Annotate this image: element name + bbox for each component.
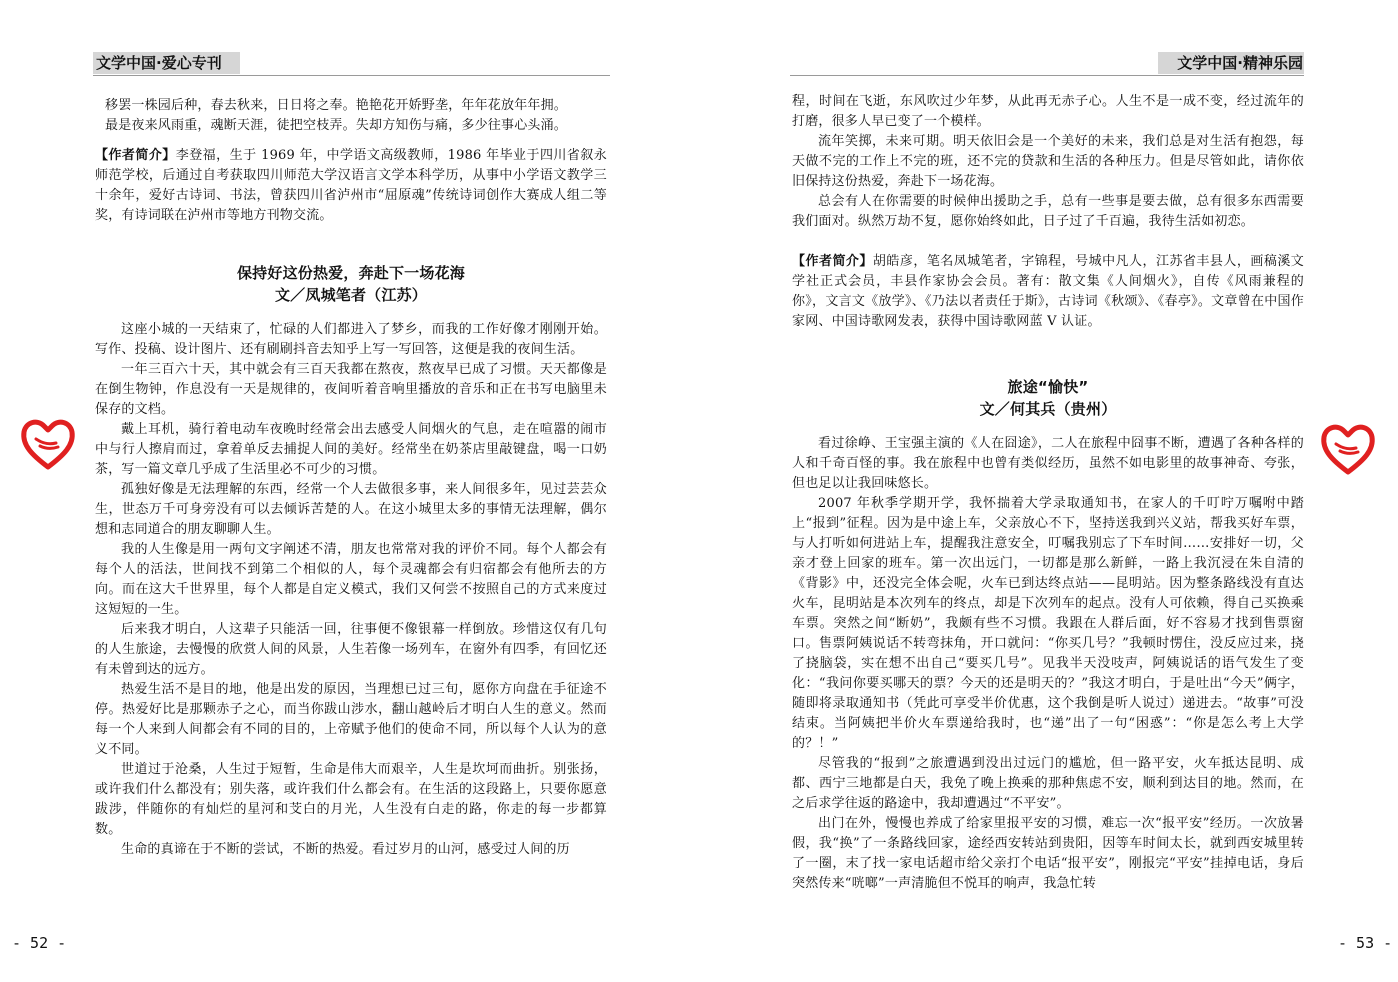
right-text-column <box>792 92 1304 894</box>
paragraph: 孤独好像是无法理解的东西，经常一个人去做很多事，来人间很多年，见过芸芸众生，世态万千可身旁没有可以去倾诉苦楚的人。在这小城里太多的事情无法理解，偶尔想和志同道合的朋友聊聊人生。 <box>95 482 607 537</box>
author-bio-label: 【作者简介】 <box>95 148 176 163</box>
paragraph: 出门在外，慢慢也养成了给家里报平安的习惯，难忘一次“报平安”经历。一次放暑假，我“换”了一条路线回家，途经西安转站到贵阳，因等车时间太长，就到西安城里转了一圈，末了找一家电话超市给父亲打个电话“报平安”，刚报完“平安”挂掉电话，身后突然传来“咣啷”一声清脆但不悦耳的响声，我急忙转 <box>792 816 1304 891</box>
paragraph: 戴上耳机，骑行着电动车夜晚时经常会出去感受人间烟火的气息，走在喧嚣的闹市中与行人擦肩而过，拿着单反去捕捉人间的美好。经常坐在奶茶店里敲键盘，喝一口奶茶，写一篇文章几乎成了生活里必不可少的习惯。 <box>95 422 607 477</box>
right-header-title: 文学中国·精神乐园 <box>1177 54 1303 72</box>
author-bio-label: 【作者简介】 <box>792 254 873 269</box>
author-bio-text: 李登福，生于 1969 年，中学语文高级教师，1986 年毕业于四川省叙永师范学校，后通过自考获取四川师范大学汉语言文学本科学历，从事中小学语文教学三十余年，爱好古诗词、书法，曾获四川省泸州市“屈原魂”传统诗词创作大赛成人组二等奖，有诗词联在泸州市等地方刊物交流。 <box>95 148 608 223</box>
paragraph: 世道过于沧桑，人生过于短暂，生命是伟大而艰辛，人生是坎坷而曲折。别张扬，或许我们什么都没有；别失落，或许我们什么都会有。在生活的这段路上，只要你愿意跋涉，伴随你的有灿烂的星河和芠白的月光，人生没有白走的路，你走的每一步都算数。 <box>95 762 607 837</box>
paragraph: 尽管我的“报到”之旅遭遇到没出过远门的尴尬，但一路平安，火车抵达昆明、成都、西宁三地都是白天，我免了晚上换乘的那种焦虑不安，顺利到达目的地。然而，在之后求学往返的路途中，我却遭遇过“不平安”。 <box>792 756 1304 811</box>
left-text-column <box>95 96 607 860</box>
right-header-rule <box>790 75 1304 76</box>
page-number: - 52 - <box>12 934 67 952</box>
author-bio <box>792 252 1304 332</box>
paragraph: 2007 年秋季学期开学，我怀揣着大学录取通知书，在家人的千叮咛万嘱咐中踏上“报到”征程。因为是中途上车，父亲放心不下，坚持送我到兴义站，帮我买好车票，与人打听如何进站上车，提醒我注意安全，叮嘱我别忘了下车时间……安排好一切，父亲才登上回家的班车。第一次出远门，一切都是那么新鲜，一路上我沉浸在朱自清的《背影》中，还没完全体会呢，火车已到达终点站——昆明站。因为整条路线没有直达火车，昆明站是本次列车的终点，却是下次列车的起点。没有人可依赖，得自己买换乘车票。突然之间“断奶”，我颇有些不习惯。我跟在人群后面，好不容易才找到售票窗口。售票阿姨说话不转弯抹角，开口就问：“你买几号？”我顿时愣住，没反应过来，挠了挠脑袋，实在想不出自己“要买几号”。见我半天没吱声，阿姨说话的语气发生了变化：“我问你要买哪天的票？今天的还是明天的？”我这才明白，于是吐出“今天”俩字，随即将录取通知书（凭此可享受半价优惠，这个我倒是听人说过）递进去。“故事”可没结束。当阿姨把半价火车票递给我时，也“递”出了一句“困惑”：“你是怎么考上大学的？！” <box>792 496 1304 751</box>
article-title: 旅途“愉快” <box>1007 378 1089 396</box>
paragraph: 一年三百六十天，其中就会有三百天我都在熬夜，熬夜早已成了习惯。天天都像是在倒生物钟，作息没有一天是规律的，夜间听着音响里播放的音乐和正在书写电脑里未保存的文档。 <box>95 362 607 417</box>
paragraph: 程，时间在飞逝，东风吹过少年梦，从此再无赤子心。人生不是一成不变，经过流年的打磨，很多人早已变了一个模样。 <box>792 94 1304 129</box>
paragraph: 热爱生活不是目的地，他是出发的原因，当理想已过三旬，愿你方向盘在手征途不停。热爱好比是那颗赤子之心，而当你跋山涉水，翻山越岭后才明白人生的意义。然而每一个人来到人间都会有不同的目的，上帝赋予他们的使命不同，所以每个人认为的意义不同。 <box>95 682 607 757</box>
author-bio-text: 胡皓彦，笔名凤城笔者，字锦程，号城中凡人，江苏省丰县人，画稿溪文学社正式会员，丰县作家协会会员。著有：散文集《人间烟火》，自传《风雨兼程的你》，文言文《放学》、《乃法以者责任于斯》，古诗词《秋颂》、《春亭》。文章曾在中国作家网、中国诗歌网发表，获得中国诗歌网蓝 V 认证。 <box>792 254 1304 329</box>
paragraph: 看过徐峥、王宝强主演的《人在囧途》，二人在旅程中囧事不断，遭遇了各种各样的人和千奇百怪的事。我在旅程中也曾有类似经历，虽然不如电影里的故事神奇、夸张，但也足以让我回味悠长。 <box>792 436 1304 491</box>
paragraph: 总会有人在你需要的时候伸出援助之手，总有一些事是要去做，总有很多东西需要我们面对。纵然万劫不复，愿你始终如此，日子过了千百遍，我待生活如初恋。 <box>792 194 1304 229</box>
page-number: - 53 - <box>1338 934 1393 952</box>
paragraph: 后来我才明白，人这辈子只能活一回，往事便不像银幕一样倒放。珍惜这仅有几句的人生旅途，去慢慢的欣赏人间的风景，人生若像一场列车，在窗外有四季，有回忆还有未曾到达的远方。 <box>95 622 607 677</box>
article-title: 保持好这份热爱，奔赴下一场花海 <box>236 264 465 282</box>
paragraph: 生命的真谛在于不断的尝试，不断的热爱。看过岁月的山河，感受过人间的历 <box>121 842 570 857</box>
author-bio <box>95 146 607 226</box>
paragraph: 这座小城的一天结束了，忙碌的人们都进入了梦乡，而我的工作好像才刚刚开始。写作、投稿、设计图片、还有刷刷抖音去知乎上写一写回答，这便是我的夜间生活。 <box>95 322 607 357</box>
paragraph: 我的人生像是用一两句文字阐述不清，朋友也常常对我的评价不同。每个人都会有每个人的活法，世间找不到第二个相似的人，每个灵魂都会有归宿都会有他所去的方向。而在这大千世界里，每个人都是自定义模式，我们又何尝不按照自己的方式来度过这短短的一生。 <box>95 542 607 617</box>
poem-line: 移罢一株园后种，春去秋来，日日将之奉。艳艳花开娇野垄，年年花放年年拥。 <box>105 98 568 113</box>
heart-hand-icon <box>1318 420 1378 478</box>
poem-line: 最是夜来风雨重，魂断天涯，徒把空枝弄。失却方知伤与痛，多少往事心头涌。 <box>105 118 568 133</box>
heart-hand-icon <box>18 415 78 473</box>
article-author: 文／何其兵（贵州） <box>979 400 1117 418</box>
left-header-rule <box>93 75 610 76</box>
left-header-title: 文学中国·爱心专刊 <box>96 54 222 72</box>
article-author: 文／凤城笔者（江苏） <box>274 286 427 304</box>
paragraph: 流年笑掷，未来可期。明天依旧会是一个美好的未来，我们总是对生活有抱怨，每天做不完的工作上不完的班，还不完的贷款和生活的各种压力。但是尽管如此，请你依旧保持这份热爱，奔赴下一场花海。 <box>792 134 1304 189</box>
